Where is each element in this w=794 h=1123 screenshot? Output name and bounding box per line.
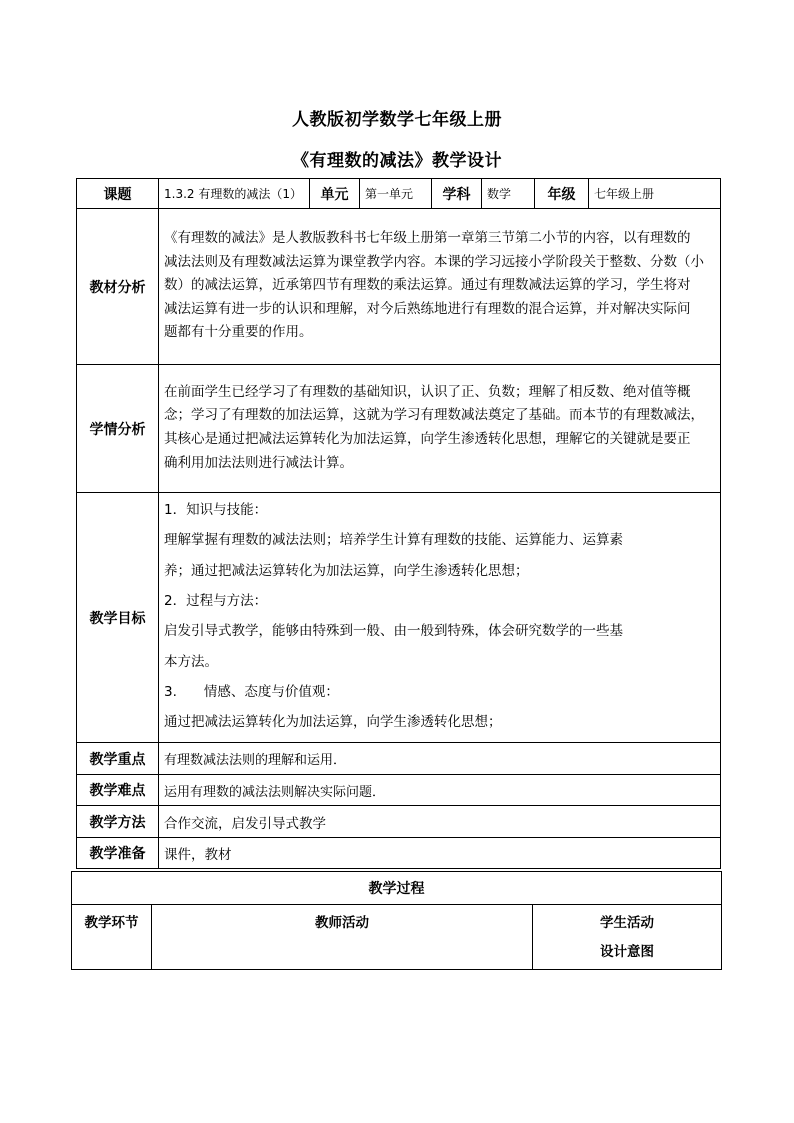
difficulty-label: 教学难点 bbox=[77, 775, 159, 806]
col-student-header bbox=[533, 905, 722, 970]
col-teacher-label: 教师活动 bbox=[315, 915, 369, 931]
objective-line: 理解掌握有理数的减法法则；培养学生计算有理数的技能、运算能力、运算素 bbox=[164, 532, 623, 548]
learner-analysis-text bbox=[159, 365, 721, 493]
grade-label: 年级 bbox=[535, 179, 589, 209]
method-row bbox=[77, 806, 721, 838]
learner-line: 在前面学生已经学习了有理数的基础知识，认识了正、负数；理解了相反数、绝对值等概 bbox=[164, 383, 691, 400]
learner-line: 念；学习了有理数的加法运算，这就为学习有理数减法奠定了基础。而本节的有理数减法， bbox=[164, 407, 704, 424]
material-line: 减法运算有进一步的认识和理解，对今后熟练地进行有理数的混合运算，并对解决实际问 bbox=[164, 300, 691, 317]
document-subtitle: 《有理数的减法》教学设计 bbox=[292, 151, 502, 171]
objective-line: 本方法。 bbox=[164, 654, 218, 670]
process-header-row bbox=[72, 905, 722, 970]
col-stage-label: 教学环节 bbox=[84, 915, 139, 931]
process-table bbox=[71, 871, 722, 970]
objectives-text bbox=[159, 493, 721, 743]
prep-value: 课件，教材 bbox=[159, 838, 721, 869]
method-value: 合作交流，启发引导式教学 bbox=[159, 806, 721, 838]
material-line: 数）的减法运算，近承第四节有理数的乘法运算。通过有理数减法运算的学习，学生将对 bbox=[164, 277, 691, 294]
difficulty-value: 运用有理数的减法法则解决实际问题． bbox=[159, 775, 721, 806]
topic-value: 1.3.2 有理数的减法（1） bbox=[159, 179, 310, 209]
info-row bbox=[77, 179, 721, 209]
method-label: 教学方法 bbox=[77, 806, 159, 838]
objectives-row bbox=[77, 493, 721, 743]
prep-row bbox=[77, 838, 721, 869]
key-point-value: 有理数减法法则的理解和运用． bbox=[159, 743, 721, 775]
material-line: 题都有十分重要的作用。 bbox=[164, 324, 313, 341]
col-teacher-header bbox=[152, 905, 533, 970]
learner-row bbox=[77, 365, 721, 493]
objective-heading: 3. 情感、态度与价值观： bbox=[164, 684, 339, 700]
subject-value: 数学 bbox=[482, 179, 535, 209]
objective-heading: 2．过程与方法： bbox=[164, 593, 268, 609]
objective-line: 启发引导式教学，能够由特殊到一般、由一般到特殊，体会研究数学的一些基 bbox=[164, 623, 623, 639]
grade-value: 七年级上册 bbox=[589, 179, 721, 209]
material-line: 减法法则及有理数减法运算为课堂教学内容。本课的学习远接小学阶段关于整数、分数（小 bbox=[164, 253, 704, 270]
lesson-info-table bbox=[76, 178, 721, 869]
key-point-label: 教学重点 bbox=[77, 743, 159, 775]
objective-line: 通过把减法运算转化为加法运算，向学生渗透转化思想； bbox=[164, 714, 502, 730]
unit-value: 第一单元 bbox=[360, 179, 432, 209]
document-title: 人教版初学数学七年级上册 bbox=[292, 110, 502, 130]
subject-label: 学科 bbox=[432, 179, 482, 209]
learner-line: 其核心是通过把减法运算转化为加法运算，向学生渗透转化思想，理解它的关键就是要正 bbox=[164, 431, 691, 447]
learner-analysis-label: 学情分析 bbox=[77, 365, 159, 493]
key-point-row bbox=[77, 743, 721, 775]
difficulty-row bbox=[77, 775, 721, 806]
prep-label: 教学准备 bbox=[77, 838, 159, 869]
material-row bbox=[77, 209, 721, 365]
learner-line: 确利用加法法则进行减法计算。 bbox=[164, 454, 353, 471]
material-analysis-label: 教材分析 bbox=[77, 209, 159, 365]
process-title: 教学过程 bbox=[72, 872, 722, 905]
process-title-row bbox=[72, 872, 722, 905]
objectives-label: 教学目标 bbox=[77, 493, 159, 743]
material-analysis-text bbox=[159, 209, 721, 365]
material-line: 《有理数的减法》是人教版教科书七年级上册第一章第三节第二小节的内容，以有理数的 bbox=[164, 230, 691, 247]
objective-heading: 1．知识与技能： bbox=[164, 502, 268, 518]
col-stage-header bbox=[72, 905, 152, 970]
unit-label: 单元 bbox=[310, 179, 360, 209]
objective-line: 养；通过把减法运算转化为加法运算，向学生渗透转化思想； bbox=[164, 563, 529, 579]
col-student-label: 学生活动 bbox=[600, 915, 654, 931]
topic-label: 课题 bbox=[77, 179, 159, 209]
col-intent-label: 设计意图 bbox=[600, 944, 654, 960]
